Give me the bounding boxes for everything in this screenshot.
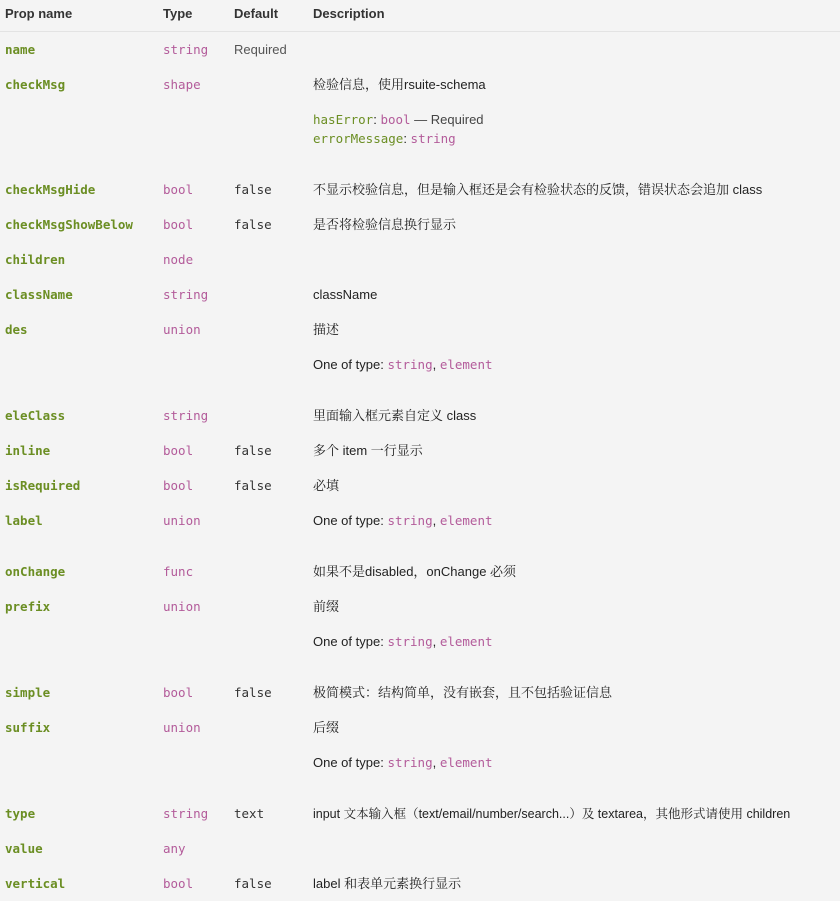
prop-type: shape bbox=[163, 77, 201, 92]
prop-name: inline bbox=[5, 443, 51, 458]
prop-description: input 文本输入框（text/email/number/search...）及 textarea，其他形式请使用 children bbox=[313, 807, 791, 821]
shape-field-required: — Required bbox=[410, 112, 484, 127]
prop-type: string bbox=[163, 408, 209, 423]
prop-type: bool bbox=[163, 443, 194, 458]
header-description: Description bbox=[313, 6, 385, 21]
prop-name: label bbox=[5, 513, 43, 528]
prop-description: 如果不是disabled，onChange 必须 bbox=[313, 564, 517, 579]
shape-field-sep: : bbox=[373, 112, 381, 127]
prop-name: simple bbox=[5, 685, 51, 700]
shape-field-type: string bbox=[410, 131, 456, 146]
prop-description: 极简模式：结构简单，没有嵌套，且不包括验证信息 bbox=[313, 685, 613, 700]
header-default: Default bbox=[234, 6, 279, 21]
prop-description: 多个 item 一行显示 bbox=[313, 443, 423, 458]
prop-description: 里面输入框元素自定义 class bbox=[313, 408, 477, 423]
prop-type: func bbox=[163, 564, 194, 579]
prop-name: suffix bbox=[5, 720, 51, 735]
one-of-types: One of type: string, element bbox=[313, 357, 493, 372]
prop-default: Required bbox=[234, 42, 287, 57]
shape-field-sep: : bbox=[403, 131, 411, 146]
prop-name: children bbox=[5, 252, 66, 267]
shape-field bbox=[313, 130, 456, 148]
prop-default: text bbox=[234, 806, 265, 821]
one-of-types: One of type: string, element bbox=[313, 513, 493, 528]
prop-default: false bbox=[234, 685, 272, 700]
prop-name: type bbox=[5, 806, 36, 821]
prop-name: name bbox=[5, 42, 36, 57]
prop-type: union bbox=[163, 513, 201, 528]
prop-name: onChange bbox=[5, 564, 66, 579]
one-of-label: One of type: bbox=[313, 634, 388, 649]
description-text: 检验信息，使用rsuite-schema bbox=[313, 77, 486, 92]
prop-type: union bbox=[163, 322, 201, 337]
prop-default: false bbox=[234, 217, 272, 232]
prop-name: isRequired bbox=[5, 478, 81, 493]
prop-type: string bbox=[163, 287, 209, 302]
one-of-label: One of type: bbox=[313, 357, 388, 372]
prop-name: des bbox=[5, 322, 28, 337]
prop-type: bool bbox=[163, 217, 194, 232]
prop-description: 不显示校验信息，但是输入框还是会有检验状态的反馈，错误状态会追加 class bbox=[313, 182, 763, 197]
one-of-type: element bbox=[439, 634, 493, 649]
shape-field-key: hasError bbox=[313, 112, 374, 127]
prop-type: string bbox=[163, 42, 209, 57]
prop-type: string bbox=[163, 806, 209, 821]
prop-type: bool bbox=[163, 876, 194, 891]
prop-type: union bbox=[163, 720, 201, 735]
one-of-label: One of type: bbox=[313, 513, 388, 528]
shape-field-type: bool bbox=[380, 112, 411, 127]
prop-type: any bbox=[163, 841, 186, 856]
prop-name: value bbox=[5, 841, 43, 856]
prop-default: false bbox=[234, 478, 272, 493]
prop-name: prefix bbox=[5, 599, 51, 614]
header-type: Type bbox=[163, 6, 193, 21]
description-text: 后缀 bbox=[313, 720, 340, 735]
table-header bbox=[0, 0, 840, 32]
one-of-type: string bbox=[387, 357, 433, 372]
one-of-type: element bbox=[439, 755, 493, 770]
prop-name: vertical bbox=[5, 876, 66, 891]
prop-default: false bbox=[234, 443, 272, 458]
one-of-type: element bbox=[439, 513, 493, 528]
shape-field bbox=[313, 111, 484, 129]
prop-type: bool bbox=[163, 182, 194, 197]
one-of-type: element bbox=[439, 357, 493, 372]
description-text: 描述 bbox=[313, 322, 340, 337]
prop-description: label 和表单元素换行显示 bbox=[313, 876, 462, 891]
one-of-type: string bbox=[387, 513, 433, 528]
prop-name: checkMsgHide bbox=[5, 182, 96, 197]
prop-description: className bbox=[313, 287, 378, 302]
prop-name: checkMsg bbox=[5, 77, 66, 92]
prop-type: union bbox=[163, 599, 201, 614]
shape-field-key: errorMessage bbox=[313, 131, 404, 146]
one-of-label: One of type: bbox=[313, 755, 388, 770]
header-prop-name: Prop name bbox=[5, 6, 73, 21]
one-of-type: string bbox=[387, 634, 433, 649]
prop-name: checkMsgShowBelow bbox=[5, 217, 133, 232]
one-of-types: One of type: string, element bbox=[313, 755, 493, 770]
prop-type: bool bbox=[163, 478, 194, 493]
prop-description: 必填 bbox=[313, 478, 340, 493]
one-of-type: string bbox=[387, 755, 433, 770]
prop-description: 是否将检验信息换行显示 bbox=[313, 217, 457, 232]
prop-type: bool bbox=[163, 685, 194, 700]
prop-type: node bbox=[163, 252, 194, 267]
prop-name: eleClass bbox=[5, 408, 66, 423]
prop-name: className bbox=[5, 287, 73, 302]
one-of-types: One of type: string, element bbox=[313, 634, 493, 649]
prop-default: false bbox=[234, 876, 272, 891]
prop-default: false bbox=[234, 182, 272, 197]
description-text: 前缀 bbox=[313, 599, 340, 614]
